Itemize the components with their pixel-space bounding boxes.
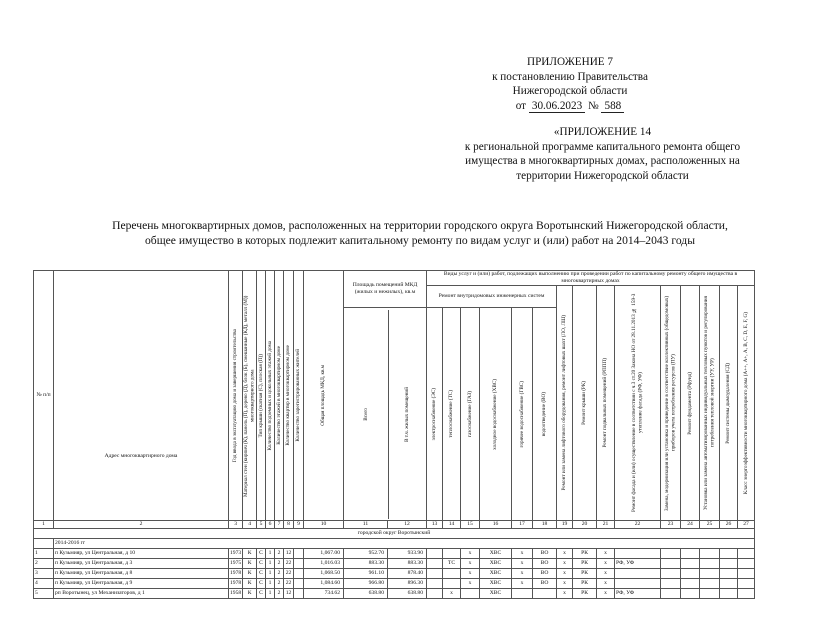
- table-cell: 2: [34, 559, 54, 569]
- table-cell: [661, 549, 681, 559]
- table-cell: [681, 559, 700, 569]
- table-cell: С: [257, 549, 266, 559]
- appendix-7-line3: Нижегородской области: [512, 85, 628, 97]
- table-row: [34, 579, 755, 589]
- column-number: 17: [512, 521, 533, 529]
- column-number: 13: [427, 521, 443, 529]
- table-cell: 1,068.50: [304, 569, 344, 579]
- table-cell: [700, 569, 720, 579]
- header-sewage: водоотведение (ВО): [533, 308, 557, 521]
- header-area-living: В т.ч. жилых помещений: [404, 386, 411, 442]
- table-cell: [533, 589, 557, 599]
- table-cell: х: [557, 549, 573, 559]
- table-cell: [738, 579, 755, 589]
- table-cell: [294, 559, 304, 569]
- table-cell: [681, 579, 700, 589]
- table-cell: ВО: [533, 569, 557, 579]
- table-cell: 961.10: [344, 569, 388, 579]
- table-cell: х: [461, 579, 480, 589]
- document-title: [20, 218, 820, 248]
- table-cell: 2: [275, 579, 284, 589]
- table-cell: рп Воротынец, ул Механизаторов, д 1: [54, 589, 229, 599]
- table-cell: 22: [284, 579, 294, 589]
- table-cell: [443, 549, 461, 559]
- table-cell: [427, 579, 443, 589]
- column-number: 15: [461, 521, 480, 529]
- table-cell: [661, 569, 681, 579]
- table-cell: х: [443, 589, 461, 599]
- decree-date: 30.06.2023: [529, 100, 585, 113]
- decree-number: 588: [601, 100, 624, 113]
- column-number: 19: [557, 521, 573, 529]
- table-cell: 1: [266, 569, 275, 579]
- column-number: 3: [229, 521, 243, 529]
- area-split: [344, 308, 427, 521]
- table-cell: [427, 589, 443, 599]
- table-cell: 878.40: [388, 569, 427, 579]
- table-cell: [661, 589, 681, 599]
- table-cell: ХВС: [480, 549, 512, 559]
- table-cell: 638.80: [344, 589, 388, 599]
- table-cell: РК: [573, 579, 597, 589]
- table-cell: [738, 549, 755, 559]
- table-cell: [720, 569, 738, 579]
- table-cell: ХВС: [480, 579, 512, 589]
- table-cell: РК: [573, 549, 597, 559]
- table-cell: х: [597, 579, 615, 589]
- table-cell: [661, 579, 681, 589]
- table-cell: ВО: [533, 559, 557, 569]
- table-cell: 1958: [229, 589, 243, 599]
- header-energy-class: Класс энергоэффективности многоквартирного дома (А++, А+, А, B, C, D, E, F, G): [738, 286, 755, 521]
- table-cell: [615, 579, 661, 589]
- table-cell: х: [597, 589, 615, 599]
- table-cell: [700, 549, 720, 559]
- decree-date-line: [470, 99, 670, 114]
- header-cold-water: холодное водоснабжение (ХВС): [480, 308, 512, 521]
- table-cell: [294, 579, 304, 589]
- table-cell: ВО: [533, 579, 557, 589]
- table-cell: 1978: [229, 579, 243, 589]
- appendix-7-title: ПРИЛОЖЕНИЕ 7: [526, 56, 613, 68]
- header-lift: Ремонт или замена лифтового оборудования, ремонт лифтовых шахт (ЛО, ЛШ): [557, 286, 573, 521]
- table-cell: РФ, УФ: [615, 589, 661, 599]
- header-facade: Ремонт фасада и (или) осуществление в соответствии с ч.3 ст.20 Закона НО от 28.11.2013 № 159-З утепление фасада (РФ, УФ): [615, 286, 661, 521]
- table-cell: 2: [275, 589, 284, 599]
- column-numbers-row: [34, 521, 755, 529]
- table-cell: ХВС: [480, 589, 512, 599]
- table-cell: РФ, УФ: [615, 559, 661, 569]
- table-cell: [681, 549, 700, 559]
- appendix-14-title: «ПРИЛОЖЕНИЕ 14: [553, 126, 652, 138]
- table-cell: 933.90: [388, 549, 427, 559]
- table-cell: 734.62: [304, 589, 344, 599]
- table-cell: [738, 569, 755, 579]
- table-cell: К: [243, 559, 257, 569]
- table-cell: х: [512, 549, 533, 559]
- header-hot-water: горячее водоснабжение (ГВС): [512, 308, 533, 521]
- table-cell: х: [512, 559, 533, 569]
- column-number: 8: [284, 521, 294, 529]
- table-cell: 883.30: [344, 559, 388, 569]
- table-cell: К: [243, 579, 257, 589]
- header-foundation: Ремонт фундамента (Рфунд): [681, 286, 700, 521]
- table-cell: [720, 549, 738, 559]
- column-number: 6: [266, 521, 275, 529]
- table-cell: 2: [275, 569, 284, 579]
- table-cell: 1: [266, 589, 275, 599]
- table-cell: [720, 589, 738, 599]
- column-number: 22: [615, 521, 661, 529]
- header-smoke: Ремонт системы дымоудаления (СД): [720, 286, 738, 521]
- table-cell: 1,016.03: [304, 559, 344, 569]
- table-cell: С: [257, 589, 266, 599]
- table-cell: [720, 579, 738, 589]
- header-underground-floors: Количество подземных и цокольных этажей дома: [266, 271, 275, 521]
- table-cell: [720, 559, 738, 569]
- section-title: городской округ Воротынский: [34, 529, 755, 539]
- column-number: 9: [294, 521, 304, 529]
- table-cell: 1: [266, 549, 275, 559]
- header-area-all: Всего: [344, 310, 389, 519]
- number-label: №: [588, 99, 599, 112]
- appendix-7-line2: к постановлению Правительства: [492, 70, 648, 83]
- column-number: 27: [738, 521, 755, 529]
- table-cell: п Кузьмияр, ул Центральная, д 10: [54, 549, 229, 559]
- column-number: 12: [388, 521, 427, 529]
- table-body: [34, 549, 755, 599]
- table-cell: х: [512, 569, 533, 579]
- table-cell: ВО: [533, 549, 557, 559]
- column-number: 5: [257, 521, 266, 529]
- column-number: 21: [597, 521, 615, 529]
- header-works-group: Виды услуг и (или) работ, подлежащих выполнению при проведении работ по капитальному ремонту общего имущества в многоквартирных домах: [427, 271, 755, 286]
- table-cell: х: [461, 569, 480, 579]
- table-cell: п Кузьмияр, ул Центральная, д 9: [54, 579, 229, 589]
- header-meters: Замена, модернизация или установка и приведение в соответствие коллективных (общедомовых) приборов учета потребления ресурсов (ПУ): [661, 286, 681, 521]
- table-cell: [512, 589, 533, 599]
- table-cell: 638.80: [388, 589, 427, 599]
- table-cell: 1,084.60: [304, 579, 344, 589]
- table-cell: х: [597, 569, 615, 579]
- table-cell: х: [557, 559, 573, 569]
- table-cell: [738, 589, 755, 599]
- table-cell: [615, 549, 661, 559]
- table-cell: 1973: [229, 549, 243, 559]
- table-cell: ТС: [443, 559, 461, 569]
- table-cell: ХВС: [480, 559, 512, 569]
- table-cell: К: [243, 569, 257, 579]
- column-number: 20: [573, 521, 597, 529]
- table-cell: п Кузьмияр, ул Центральная, д 8: [54, 569, 229, 579]
- header-wall-material: Материал стен (кирпич (К), панель (П), дерево (Д), блок (Б), смешанные (КД), металл (М)) многоквартирного дома: [243, 271, 257, 521]
- column-number: 7: [275, 521, 284, 529]
- table-cell: [700, 559, 720, 569]
- table-cell: 4: [34, 579, 54, 589]
- column-number: 23: [661, 521, 681, 529]
- table-cell: С: [257, 579, 266, 589]
- table-cell: РК: [573, 559, 597, 569]
- table-cell: 3: [34, 569, 54, 579]
- title-line1: Перечень многоквартирных домов, расположенных на территории городского округа Воротынский Нижегородской области,: [112, 219, 728, 232]
- header-total-area: Общая площадь МКД, кв.м: [304, 271, 344, 521]
- table-cell: х: [597, 559, 615, 569]
- table-cell: 12: [284, 549, 294, 559]
- table-cell: х: [461, 549, 480, 559]
- column-number: 2: [54, 521, 229, 529]
- table-cell: [615, 569, 661, 579]
- table-cell: х: [557, 569, 573, 579]
- column-number: 1: [34, 521, 54, 529]
- table-cell: [700, 589, 720, 599]
- appendix-14-line3: имущества в многоквартирных домах, расположенных на: [465, 155, 740, 167]
- column-number: 10: [304, 521, 344, 529]
- table-cell: РК: [573, 569, 597, 579]
- from-label: от: [515, 99, 527, 112]
- table-cell: х: [557, 579, 573, 589]
- table-cell: [294, 569, 304, 579]
- table-cell: 5: [34, 589, 54, 599]
- table-cell: 1975: [229, 559, 243, 569]
- table-row: [34, 559, 755, 569]
- header-area-group: Площадь помещений МКД (жилых и нежилых), кв.м: [344, 271, 427, 308]
- column-number: 25: [700, 521, 720, 529]
- table-row: [34, 569, 755, 579]
- table-cell: С: [257, 559, 266, 569]
- table-cell: ХВС: [480, 569, 512, 579]
- table-cell: 1: [266, 579, 275, 589]
- appendix-7-header: [470, 55, 670, 113]
- table-cell: х: [557, 589, 573, 599]
- appendix-14-line4: территории Нижегородской области: [516, 169, 689, 182]
- title-line2: общее имущество в которых подлежит капитальному ремонту по видам услуг и (или) работ на 2014–2043 годы: [145, 234, 695, 247]
- appendix-14-line2: к региональной программе капитального ремонта общего: [464, 140, 741, 153]
- section-row: [34, 529, 755, 539]
- header-roof-repair: Ремонт крыши (РК): [573, 286, 597, 521]
- header-address: Адрес многоквартирного дома: [54, 271, 229, 521]
- table-cell: 2: [275, 559, 284, 569]
- header-year: Год ввода в эксплуатацию дома и завершения строительства: [229, 271, 243, 521]
- header-floors: Количество этажей в многоквартирном доме: [275, 271, 284, 521]
- table-cell: [294, 589, 304, 599]
- table-cell: [443, 569, 461, 579]
- table-cell: 1,067.00: [304, 549, 344, 559]
- header-registered: Количество зарегистрированных жителей: [294, 271, 304, 521]
- table-cell: х: [512, 579, 533, 589]
- table-cell: 952.70: [344, 549, 388, 559]
- table-cell: [294, 549, 304, 559]
- header-electric: электроснабжение (ЭС): [427, 308, 443, 521]
- table-cell: С: [257, 569, 266, 579]
- column-number: 16: [480, 521, 512, 529]
- header-flats: Количество квартир в многоквартирном доме: [284, 271, 294, 521]
- table-row: [34, 589, 755, 599]
- table-cell: х: [597, 549, 615, 559]
- table-cell: [738, 559, 755, 569]
- column-number: 11: [344, 521, 388, 529]
- table-cell: [661, 559, 681, 569]
- table-cell: К: [243, 589, 257, 599]
- table-cell: х: [461, 559, 480, 569]
- header-heating: теплоснабжение (ТС): [443, 308, 461, 521]
- header-engineering-group: Ремонт внутридомовых инженерных систем: [427, 286, 557, 308]
- table-cell: [427, 569, 443, 579]
- table-cell: РК: [573, 589, 597, 599]
- header-roof-type: Тип крыши (скатная (С), плоская (П)): [257, 271, 266, 521]
- period-title: 2014-2016 гг: [54, 539, 755, 549]
- table-cell: [700, 579, 720, 589]
- table-cell: [427, 559, 443, 569]
- table-cell: [681, 569, 700, 579]
- table-cell: 883.30: [388, 559, 427, 569]
- table-cell: 2: [275, 549, 284, 559]
- houses-table: [33, 270, 755, 599]
- header-row-number: № п/п: [34, 271, 54, 521]
- table-cell: К: [243, 549, 257, 559]
- period-row: [34, 539, 755, 549]
- appendix-14-header: [405, 125, 800, 183]
- table-cell: 12: [284, 589, 294, 599]
- table-cell: 896.30: [388, 579, 427, 589]
- table-cell: [427, 549, 443, 559]
- column-number: 26: [720, 521, 738, 529]
- header-heat-units: Установка или замена автоматизированных индивидуальных тепловых пунктов и регулирования потребления тепловой энергии (УУ, УР): [700, 286, 720, 521]
- column-number: 4: [243, 521, 257, 529]
- column-number: 24: [681, 521, 700, 529]
- header-gas: газоснабжение (ГАЗ): [461, 308, 480, 521]
- column-number: 18: [533, 521, 557, 529]
- table-cell: 1978: [229, 569, 243, 579]
- table-cell: 22: [284, 569, 294, 579]
- table-cell: [681, 589, 700, 599]
- table-cell: [443, 579, 461, 589]
- header-basement: Ремонт подвальных помещений (РППП): [597, 286, 615, 521]
- table-cell: 22: [284, 559, 294, 569]
- table-cell: [461, 589, 480, 599]
- table-cell: 966.80: [344, 579, 388, 589]
- table-cell: 1: [266, 559, 275, 569]
- table-row: [34, 549, 755, 559]
- table-cell: 1: [34, 549, 54, 559]
- table-cell: п Кузьмияр, ул Центральная, д 3: [54, 559, 229, 569]
- column-number: 14: [443, 521, 461, 529]
